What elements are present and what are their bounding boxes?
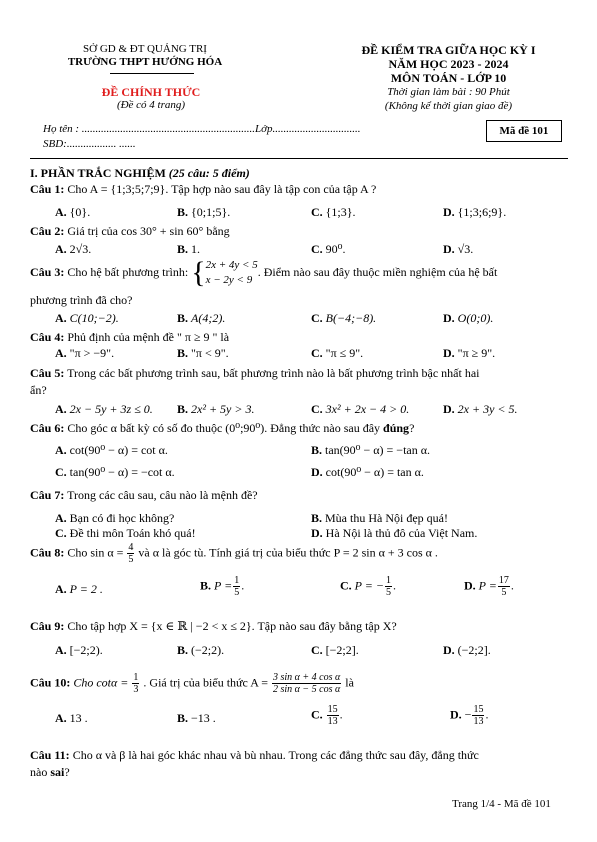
q3-text-3: phương trình đã cho? xyxy=(30,293,133,307)
section-heading xyxy=(30,166,250,181)
school-name: TRƯỜNG THPT HƯỚNG HÓA xyxy=(67,56,223,68)
q3-option-b[interactable]: B. A(4;2). xyxy=(177,311,226,325)
q1-option-d[interactable]: D. {1;3;6;9}. xyxy=(443,205,507,219)
q5-option-a[interactable]: A. 2x − 5y + 3z ≤ 0. xyxy=(55,402,153,416)
question-10 xyxy=(30,672,354,695)
page-footer: Trang 1/4 - Mã đề 101 xyxy=(452,798,551,810)
q5-label: Câu 5: xyxy=(30,366,65,380)
q8-label: Câu 8: xyxy=(30,545,65,560)
q4-text: Phủ định của mệnh đề " π ≥ 9 " là xyxy=(67,330,230,344)
q6-option-d[interactable]: D. cot(90⁰ − α) = tan α. xyxy=(311,465,424,479)
q10-option-a[interactable]: A. 13 . xyxy=(55,711,88,725)
q1-option-c[interactable]: C. {1;3}. xyxy=(311,205,356,219)
exam-code: Mã đề 101 xyxy=(486,120,562,142)
q4-option-c[interactable]: C. "π ≤ 9". xyxy=(311,346,364,360)
q10-text-3: là xyxy=(345,675,354,690)
q1-text: Cho A = {1;3;5;7;9}. Tập hợp nào sau đây là tập con của tập A ? xyxy=(67,182,377,196)
q7-option-b[interactable]: B. Mùa thu Hà Nội đẹp quá! xyxy=(311,511,448,525)
q3-option-d[interactable]: D. O(0;0). xyxy=(443,311,494,325)
q3-option-a[interactable]: A. C(10;−2). xyxy=(55,311,119,325)
question-2 xyxy=(30,224,230,239)
q2-option-b[interactable]: B. 1. xyxy=(177,242,201,256)
q1-option-a[interactable]: A. {0}. xyxy=(55,205,91,219)
q8-text: Cho sin α = xyxy=(67,545,124,560)
q11-text: Cho α và β là hai góc khác nhau và bù nhau. Trong các đẳng thức sau đây, đẳng thức xyxy=(72,748,479,762)
q1-label: Câu 1: xyxy=(30,182,65,196)
q9-text: Cho tập hợp X = {x ∈ ℝ | −2 < x ≤ 2}. Tập nào sau đây bằng tập X? xyxy=(67,619,397,633)
q5-text-2: ẩn? xyxy=(30,383,47,397)
q10-text-2: . Giá trị của biểu thức A = xyxy=(143,675,268,690)
q11-text-2: nào sai? xyxy=(30,765,70,779)
q11-label: Câu 11: xyxy=(30,748,70,762)
q3-label: Câu 3: xyxy=(30,264,65,279)
q6-option-a[interactable]: A. cot(90⁰ − α) = cot α. xyxy=(55,443,168,457)
q6-option-c[interactable]: C. tan(90⁰ − α) = −cot α. xyxy=(55,465,175,479)
q2-option-a[interactable]: A. 2√3. xyxy=(55,242,92,256)
header-divider xyxy=(110,73,194,74)
q8-option-b[interactable]: B. P = $\frac{1}{5}$ . xyxy=(200,575,245,598)
q6-text-bold: đúng xyxy=(383,421,410,435)
question-11 xyxy=(30,748,479,763)
q6-label: Câu 6: xyxy=(30,421,65,435)
q10-text: Cho cotα = xyxy=(73,675,129,690)
q4-option-d[interactable]: D. "π ≥ 9". xyxy=(443,346,496,360)
q8-text-2: và α là góc tù. Tính giá trị của biểu thức P = 2 sin α + 3 cos α . xyxy=(138,545,438,560)
q10-expression: $\frac{\text{3 sin α + 4 cos α}}{\text{2 sin α − 5 cos α}}$ xyxy=(272,672,341,695)
q9-option-c[interactable]: C. [−2;2]. xyxy=(311,643,359,657)
exam-title: ĐỀ KIỂM TRA GIỮA HỌC KỲ I xyxy=(361,43,536,57)
q7-label: Câu 7: xyxy=(30,488,65,502)
question-4 xyxy=(30,330,229,345)
q9-option-a[interactable]: A. [−2;2). xyxy=(55,643,103,657)
time-note: (Không kể thời gian giao đề) xyxy=(384,100,513,112)
q6-option-b[interactable]: B. tan(90⁰ − α) = −tan α. xyxy=(311,443,431,457)
q9-option-b[interactable]: B. (−2;2). xyxy=(177,643,225,657)
q8-option-a[interactable]: A. P = 2 . xyxy=(55,582,103,596)
q5-option-b[interactable]: B. 2x² + 5y > 3. xyxy=(177,402,255,416)
q3-option-c[interactable]: C. B(−4;−8). xyxy=(311,311,377,325)
department: SỞ GD & ĐT QUẢNG TRỊ xyxy=(83,43,207,55)
q2-text: Giá trị của cos 30° + sin 60° bằng xyxy=(67,224,230,238)
school-year: NĂM HỌC 2023 - 2024 xyxy=(388,57,509,71)
question-8 xyxy=(30,542,438,565)
question-1 xyxy=(30,182,376,197)
q8-option-c[interactable]: C. P = − $\frac{1}{5}$ . xyxy=(340,575,396,598)
q4-option-b[interactable]: B. "π < 9". xyxy=(177,346,229,360)
official-label: ĐỀ CHÍNH THỨC xyxy=(101,85,201,99)
q10-option-b[interactable]: B. −13 . xyxy=(177,711,216,725)
q5-option-d[interactable]: D. 2x + 3y < 5. xyxy=(443,402,518,416)
q5-text: Trong các bất phương trình sau, bất phương trình nào là bất phương trình bậc nhất hai xyxy=(67,366,480,380)
question-7 xyxy=(30,488,258,503)
q10-option-c[interactable]: C. $\frac{15}{13}$ . xyxy=(311,704,343,727)
q8-option-d[interactable]: D. P = $\frac{17}{5}$ . xyxy=(464,575,514,598)
q10-label: Câu 10: xyxy=(30,675,71,690)
sbd-line: SBD:.................. ...... xyxy=(43,138,136,150)
top-rule xyxy=(30,158,568,159)
name-line: Họ tên : ...............................................................Lớp................................ xyxy=(43,123,361,135)
q7-option-c[interactable]: C. Đề thi môn Toán khó quá! xyxy=(55,526,196,540)
q2-option-d[interactable]: D. √3. xyxy=(443,242,474,256)
q3-text: Cho hệ bất phương trình: xyxy=(67,264,189,279)
q3-system: 2x + 4y < 5 x − 2y < 9 xyxy=(205,259,258,286)
q4-label: Câu 4: xyxy=(30,330,65,344)
q7-option-d[interactable]: D. Hà Nội là thủ đô của Việt Nam. xyxy=(311,526,478,540)
q4-option-a[interactable]: A. "π > −9". xyxy=(55,346,115,360)
q9-option-d[interactable]: D. (−2;2]. xyxy=(443,643,491,657)
q3-text-2: . Điểm nào sau đây thuộc miền nghiệm của hệ bất xyxy=(257,264,498,279)
q2-label: Câu 2: xyxy=(30,224,65,238)
question-9 xyxy=(30,619,397,634)
exam-time: Thời gian làm bài : 90 Phút xyxy=(387,86,510,98)
q8-fraction: $\frac{4}{5}$ xyxy=(128,542,134,565)
q5-option-c[interactable]: C. 3x² + 2x − 4 > 0. xyxy=(311,402,410,416)
q9-label: Câu 9: xyxy=(30,619,65,633)
q1-option-b[interactable]: B. {0;1;5}. xyxy=(177,205,231,219)
section-title: I. PHẦN TRẮC NGHIỆM xyxy=(30,166,166,180)
question-5 xyxy=(30,366,480,381)
q6-text: Cho góc α bất kỳ có số đo thuộc (0⁰;90⁰). Đẳng thức nào sau đây xyxy=(67,421,381,435)
subject: MÔN TOÁN - LỚP 10 xyxy=(390,71,507,85)
q7-option-a[interactable]: A. Bạn có đi học không? xyxy=(55,511,175,525)
page-count: (Đề có 4 trang) xyxy=(116,99,186,111)
q2-option-c[interactable]: C. 90⁰. xyxy=(311,242,346,256)
q7-text: Trong các câu sau, câu nào là mệnh đề? xyxy=(67,488,258,502)
question-3: Câu 3: Cho hệ bất phương trình: { 2x + 4y < 5 x − 2y < 9 . Điểm nào sau đây thuộc miền nghiệm của hệ bất xyxy=(30,256,498,289)
section-subtitle: (25 câu: 5 điểm) xyxy=(168,166,250,180)
q10-fraction: $\frac{1}{3}$ xyxy=(133,672,139,695)
q10-option-d[interactable]: D. − $\frac{15}{13}$ . xyxy=(450,704,489,727)
question-6: Câu 6: Cho góc α bất kỳ có số đo thuộc (0⁰;90⁰). Đẳng thức nào sau đây đúng? xyxy=(30,421,415,435)
